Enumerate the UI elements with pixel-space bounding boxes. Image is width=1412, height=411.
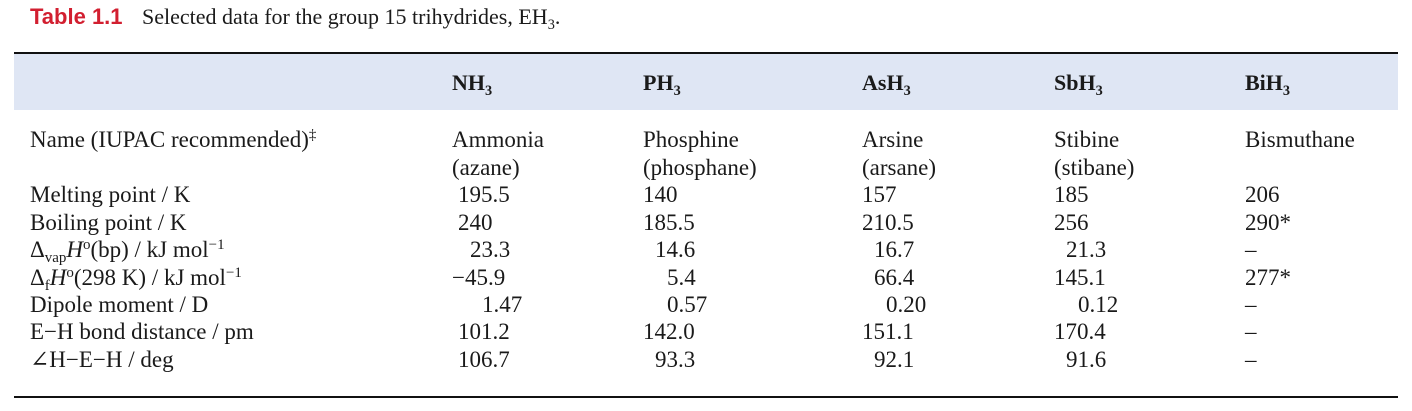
cell-angle-ash3: 92.1 [874, 347, 915, 372]
cell-altname-nh3: (azane) [452, 155, 520, 180]
label-h: H [66, 237, 83, 262]
column-header-base: BiH [1245, 70, 1283, 95]
label-exponent: −1 [225, 264, 242, 281]
cell-dvap-ph3: 14.6 [655, 237, 696, 262]
cell-angle-nh3: 106.7 [458, 347, 510, 372]
row-label-enthalpy-vaporization [30, 236, 225, 267]
column-header-base: PH [643, 70, 674, 95]
table-row-boiling-point [0, 209, 1412, 237]
cell-melting-sbh3: 185 [1054, 182, 1089, 207]
column-header-sbh3 [1054, 70, 1103, 99]
cell-melting-bih3: 206 [1245, 182, 1280, 207]
table-row-bond-angle [0, 346, 1412, 374]
column-header-base: SbH [1054, 70, 1096, 95]
cell-bond-ph3: 142.0 [643, 319, 695, 344]
header-band [14, 54, 1398, 110]
row-label-text: Name (IUPAC recommended) [30, 127, 309, 152]
column-header-ash3 [862, 70, 911, 99]
cell-angle-bih3: – [1245, 347, 1257, 372]
cell-boiling-ash3: 210.5 [862, 210, 914, 235]
row-label-bond-angle: ∠H−E−H / deg [30, 347, 174, 372]
label-subscript: f [44, 278, 50, 295]
row-label-melting-point: Melting point / K [30, 182, 191, 207]
table-row-melting-point [0, 181, 1412, 209]
column-header-sub: 3 [1095, 83, 1103, 99]
cell-altname-ph3: (phosphane) [643, 155, 757, 180]
cell-dfh-bih3: 277* [1245, 265, 1291, 290]
row-label-dipole-moment: Dipole moment / D [30, 292, 209, 317]
cell-dvap-ash3: 16.7 [874, 237, 915, 262]
table-row-dipole-moment [0, 291, 1412, 319]
cell-dipole-nh3: 1.47 [482, 292, 523, 317]
cell-dvap-sbh3: 21.3 [1066, 237, 1107, 262]
cell-melting-ph3: 140 [643, 182, 678, 207]
column-header-base: AsH [862, 70, 904, 95]
cell-dvap-bih3: – [1245, 237, 1257, 262]
cell-melting-ash3: 157 [862, 182, 897, 207]
double-dagger-mark: ‡ [308, 126, 317, 143]
table-row-name-alt [0, 154, 1412, 182]
cell-angle-sbh3: 91.6 [1066, 347, 1107, 372]
row-label-enthalpy-formation [30, 264, 242, 295]
cell-boiling-sbh3: 256 [1054, 210, 1089, 235]
cell-angle-ph3: 93.3 [655, 347, 696, 372]
label-subscript: vap [44, 250, 67, 267]
cell-altname-sbh3: (stibane) [1054, 155, 1135, 180]
cell-name-bih3: Bismuthane [1245, 127, 1355, 152]
column-header-sub: 3 [1282, 83, 1291, 99]
cell-bond-nh3: 101.2 [458, 319, 510, 344]
cell-melting-nh3: 195.5 [458, 182, 510, 207]
cell-dfh-ph3: 5.4 [667, 265, 696, 290]
bottom-rule [14, 396, 1398, 398]
cell-bond-bih3: – [1245, 319, 1257, 344]
cell-boiling-ph3: 185.5 [643, 210, 695, 235]
label-exponent: −1 [208, 236, 225, 253]
cell-dipole-ash3: 0.20 [886, 292, 927, 317]
delta-symbol: Δ [30, 237, 45, 262]
label-rest: (bp) / kJ mol [90, 237, 209, 262]
column-header-sub: 3 [903, 83, 911, 99]
cell-name-nh3: Ammonia [452, 127, 544, 152]
column-header-sub: 3 [673, 83, 681, 99]
row-label-name [30, 126, 316, 154]
cell-dfh-sbh3: 145.1 [1054, 265, 1106, 290]
table-row-enthalpy-formation [0, 264, 1412, 295]
table-row-name [0, 126, 1412, 154]
cell-boiling-nh3: 240 [458, 210, 493, 235]
delta-symbol: Δ [30, 265, 45, 290]
label-h: H [49, 265, 67, 290]
cell-dipole-bih3: – [1245, 292, 1257, 317]
table-label: Table 1.1 [30, 4, 123, 29]
cell-bond-sbh3: 170.4 [1054, 319, 1106, 344]
table-row-enthalpy-vaporization [0, 236, 1412, 267]
cell-name-ash3: Arsine [862, 127, 924, 152]
cell-boiling-bih3: 290* [1245, 210, 1291, 235]
column-header-nh3 [452, 70, 493, 99]
label-rest: (298 K) / kJ mol [73, 265, 226, 290]
column-header-base: NH [452, 70, 485, 95]
cell-altname-ash3: (arsane) [862, 155, 937, 180]
table-title-sub: 3 [547, 17, 555, 33]
standard-state-mark: o [66, 264, 74, 281]
column-header-bih3 [1245, 70, 1291, 99]
cell-dfh-nh3: −45.9 [452, 265, 506, 290]
row-label-boiling-point: Boiling point / K [30, 210, 187, 235]
table-row-bond-distance [0, 318, 1412, 346]
cell-dipole-ph3: 0.57 [667, 292, 708, 317]
cell-name-sbh3: Stibine [1054, 127, 1120, 152]
table-title-text: Selected data for the group 15 trihydrides, EH [142, 4, 548, 29]
cell-bond-ash3: 151.1 [862, 319, 914, 344]
column-header-sub: 3 [485, 83, 493, 99]
cell-dfh-ash3: 66.4 [874, 265, 915, 290]
cell-name-ph3: Phosphine [643, 127, 739, 152]
table-title [142, 4, 561, 33]
cell-dvap-nh3: 23.3 [470, 237, 511, 262]
row-label-bond-distance: E−H bond distance / pm [30, 319, 254, 344]
standard-state-mark: o [83, 236, 91, 253]
cell-dipole-sbh3: 0.12 [1078, 292, 1119, 317]
table-title-end: . [554, 4, 561, 29]
column-header-ph3 [643, 70, 681, 99]
table-caption [30, 4, 561, 33]
